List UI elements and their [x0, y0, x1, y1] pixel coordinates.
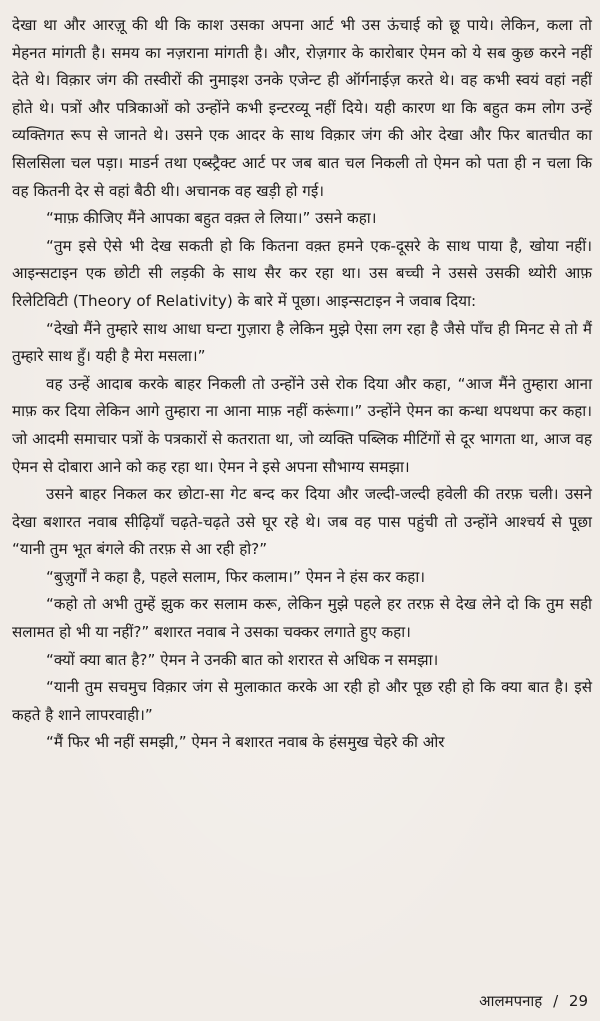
paragraph: “मैं फिर भी नहीं समझी,” ऐमन ने बशारत नवाब के हंसमुख चेहरे की ओर	[46, 733, 445, 752]
book-title: आलमपनाह	[479, 992, 543, 1010]
paragraph: देखा था और आरज़ू की थी कि काश उसका अपना आर्ट भी उस ऊंचाई को छू पाये। लेकिन, कला तो मेहनत मांगती है। समय का नज़राना मांगती है। और, रोज़गार के कारोबार ऐमन को ये सब कुछ करने नहीं देते थे। विक़ार जंग की तस्वीरों की नुमाइश उनके एजेन्ट ही ऑर्गनाईज़ करते थे। वह कभी स्वयं वहां नहीं होते थे। पत्रों और पत्रिकाओं को उन्होंने कभी इन्टरव्यू नहीं दिये। यही कारण था कि बहुत कम लोग उन्हें व्यक्तिगत रूप से जानते थे। उसने एक आदर के साथ विक़ार जंग की ओर देखा और फिर बातचीत का सिलसिला चल पड़ा। माडर्न तथा एब्स्ट्रैक्ट आर्ट पर जब बात चल निकली तो ऐमन को पता ही न चला कि वह कितनी देर से वहां बैठी थी। अचानक वह खड़ी हो गई।	[12, 16, 592, 200]
paragraph: “कहो तो अभी तुम्हें झुक कर सलाम करू, लेकिन मुझे पहले हर तरफ़ से देख लेने दो कि तुम सही सलामत हो भी या नहीं?” बशारत नवाब ने उसका चक्कर लगाते हुए कहा।	[12, 595, 592, 642]
page-body	[12, 12, 592, 757]
paragraph: “तुम इसे ऐसे भी देख सकती हो कि कितना वक़्त हमने एक-दूसरे के साथ पाया है, खोया नहीं। आइन्सटाइन एक छोटी सी लड़की के साथ सैर कर रहा था। उस बच्ची ने उससे उसकी थ्योरी आफ़ रिलेटिविटी (Theory of Relativity) के बारे में पूछा। आइन्सटाइन ने जवाब दिया:	[12, 236, 592, 310]
paragraph: “क्यों क्या बात है?” ऐमन ने उनकी बात को शरारत से अधिक न समझा।	[46, 650, 439, 669]
paragraph: “यानी तुम सचमुच विक़ार जंग से मुलाकात करके आ रही हो और पूछ रही हो कि क्या बात है। इसे कहते है शाने लापरवाही।”	[12, 678, 592, 724]
paragraph: उसने बाहर निकल कर छोटा-सा गेट बन्द कर दिया और जल्दी-जल्दी हवेली की तरफ़ चली। उसने देखा बशारत नवाब सीढ़ियाँ चढ़ते-चढ़ते उसे घूर रहे थे। जब वह पास पहुंची तो उन्होंने आश्चर्य से पूछा “यानी तुम भूत बंगले की तरफ़ से आ रही हो?”	[12, 485, 592, 559]
paragraph: “माफ़ कीजिए मैंने आपका बहुत वक़्त ले लिया।” उसने कहा।	[46, 209, 377, 228]
page-number: 29	[568, 992, 588, 1010]
page-footer	[479, 991, 588, 1011]
footer-separator: /	[553, 992, 559, 1010]
paragraph: “बुज़ुर्गों ने कहा है, पहले सलाम, फिर कलाम।” ऐमन ने हंस कर कहा।	[46, 567, 426, 586]
paragraph: “देखो मैंने तुम्हारे साथ आधा घन्टा गुज़ारा है लेकिन मुझे ऐसा लग रहा है जैसे पाँच ही मिनट से तो मैं तुम्हारे साथ हुँ। यही है मेरा मसला।”	[12, 319, 592, 366]
paragraph: वह उन्हें आदाब करके बाहर निकली तो उन्होंने उसे रोक दिया और कहा, “आज मैंने तुम्हारा आना माफ़ कर दिया लेकिन आगे तुम्हारा ना आना माफ़ नहीं करूंगा।” उन्होंने ऐमन का कन्धा थपथपा कर कहा। जो आदमी समाचार पत्रों के पत्रकारों से कतराता था, जो व्यक्ति पब्लिक मीटिंगों से दूर भागता था, आज वह ऐमन से दोबारा आने को कह रहा था। ऐमन ने इसे अपना सौभाग्य समझा।	[12, 374, 592, 476]
